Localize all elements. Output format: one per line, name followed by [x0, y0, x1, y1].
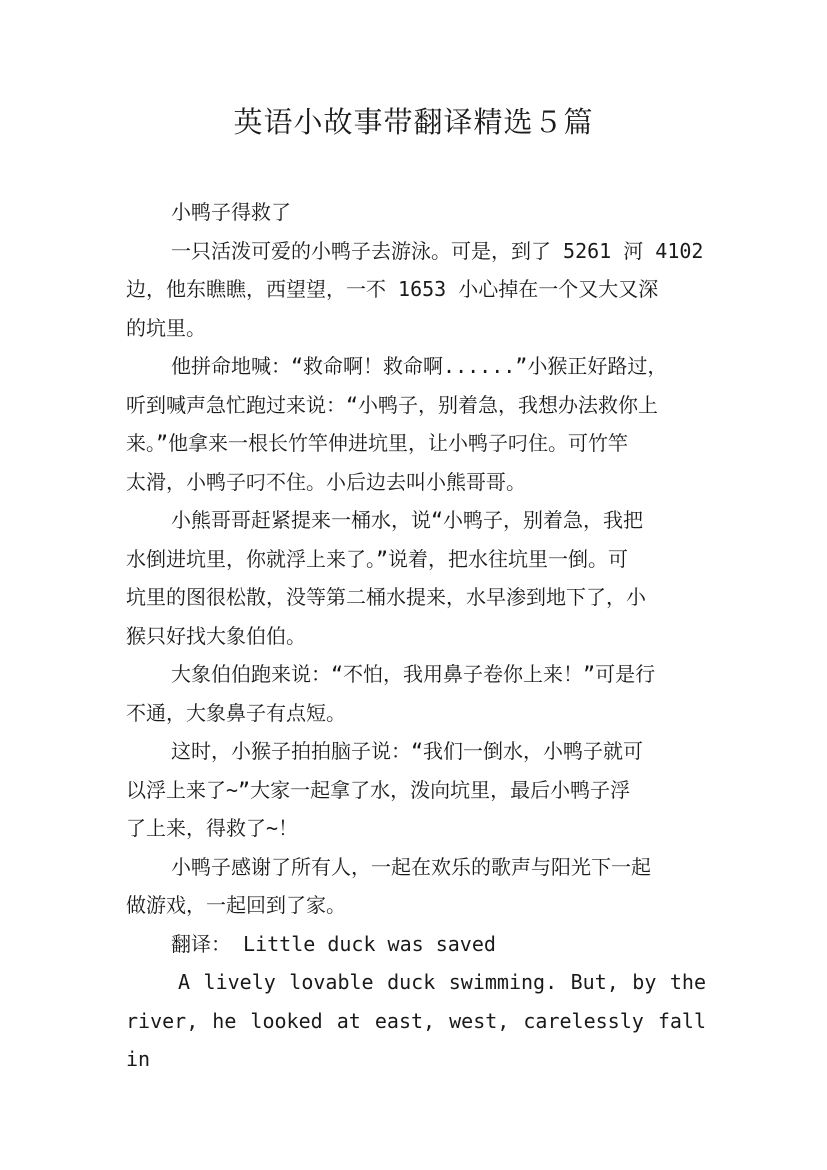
paragraph-line: 猴只好找大象伯伯。: [126, 623, 306, 648]
paragraph-line: 以浮上来了~”大家一起拿了水，泼向坑里，最后小鸭子浮: [126, 777, 631, 802]
translation-line: river, he looked at east, west, carelessly fall in: [126, 1008, 706, 1071]
paragraph-line: 做游戏，一起回到了家。: [126, 893, 346, 917]
paragraph-line: 小熊哥哥赶紧提来一桶水，说“小鸭子，别着急，我把: [171, 508, 644, 532]
document-body: [126, 193, 706, 1071]
paragraph-line: 太滑，小鸭子叼不住。小后边去叫小熊哥哥。: [126, 469, 526, 494]
paragraph-line: 听到喊声急忙跑过来说：“小鸭子，别着急，我想办法救你上: [126, 392, 659, 417]
paragraph-line: 小鸭子感谢了所有人，一起在欢乐的歌声与阳光下一起: [171, 854, 651, 879]
paragraph-line: 他拼命地喊：“救命啊！救命啊......”小猴正好路过，: [171, 354, 668, 378]
translation-line: A lively lovable duck swimming. But, by the: [178, 970, 706, 994]
paragraph-line: 不通，大象鼻子有点短。: [126, 700, 346, 725]
paragraph-line: 水倒进坑里，你就浮上来了。”说着，把水往坑里一倒。可: [126, 546, 629, 571]
document-title: 英语小故事带翻译精选５篇: [233, 105, 594, 139]
paragraph-line: 一只活泼可爱的小鸭子去游泳。可是，到了 5261 河 4102: [171, 238, 704, 263]
paragraph-line: 的坑里。: [126, 315, 206, 340]
paragraph-line: 了上来，得救了~！: [126, 816, 299, 840]
paragraph-line: 边，他东瞧瞧，西望望，一不 1653 小心掉在一个又大又深: [126, 277, 659, 301]
translation-heading: 翻译： Little duck was saved: [171, 931, 496, 956]
section-heading: 小鸭子得救了: [171, 200, 291, 224]
paragraph-line: 这时，小猴子拍拍脑子说：“我们一倒水，小鸭子就可: [171, 739, 644, 763]
paragraph-line: 大象伯伯跑来说：“不怕，我用鼻子卷你上来！”可是行: [171, 662, 656, 686]
paragraph-line: 来。”他拿来一根长竹竿伸进坑里，让小鸭子叼住。可竹竿: [126, 431, 629, 455]
paragraph-line: 坑里的图很松散，没等第二桶水提来，水早渗到地下了，小: [126, 585, 646, 609]
